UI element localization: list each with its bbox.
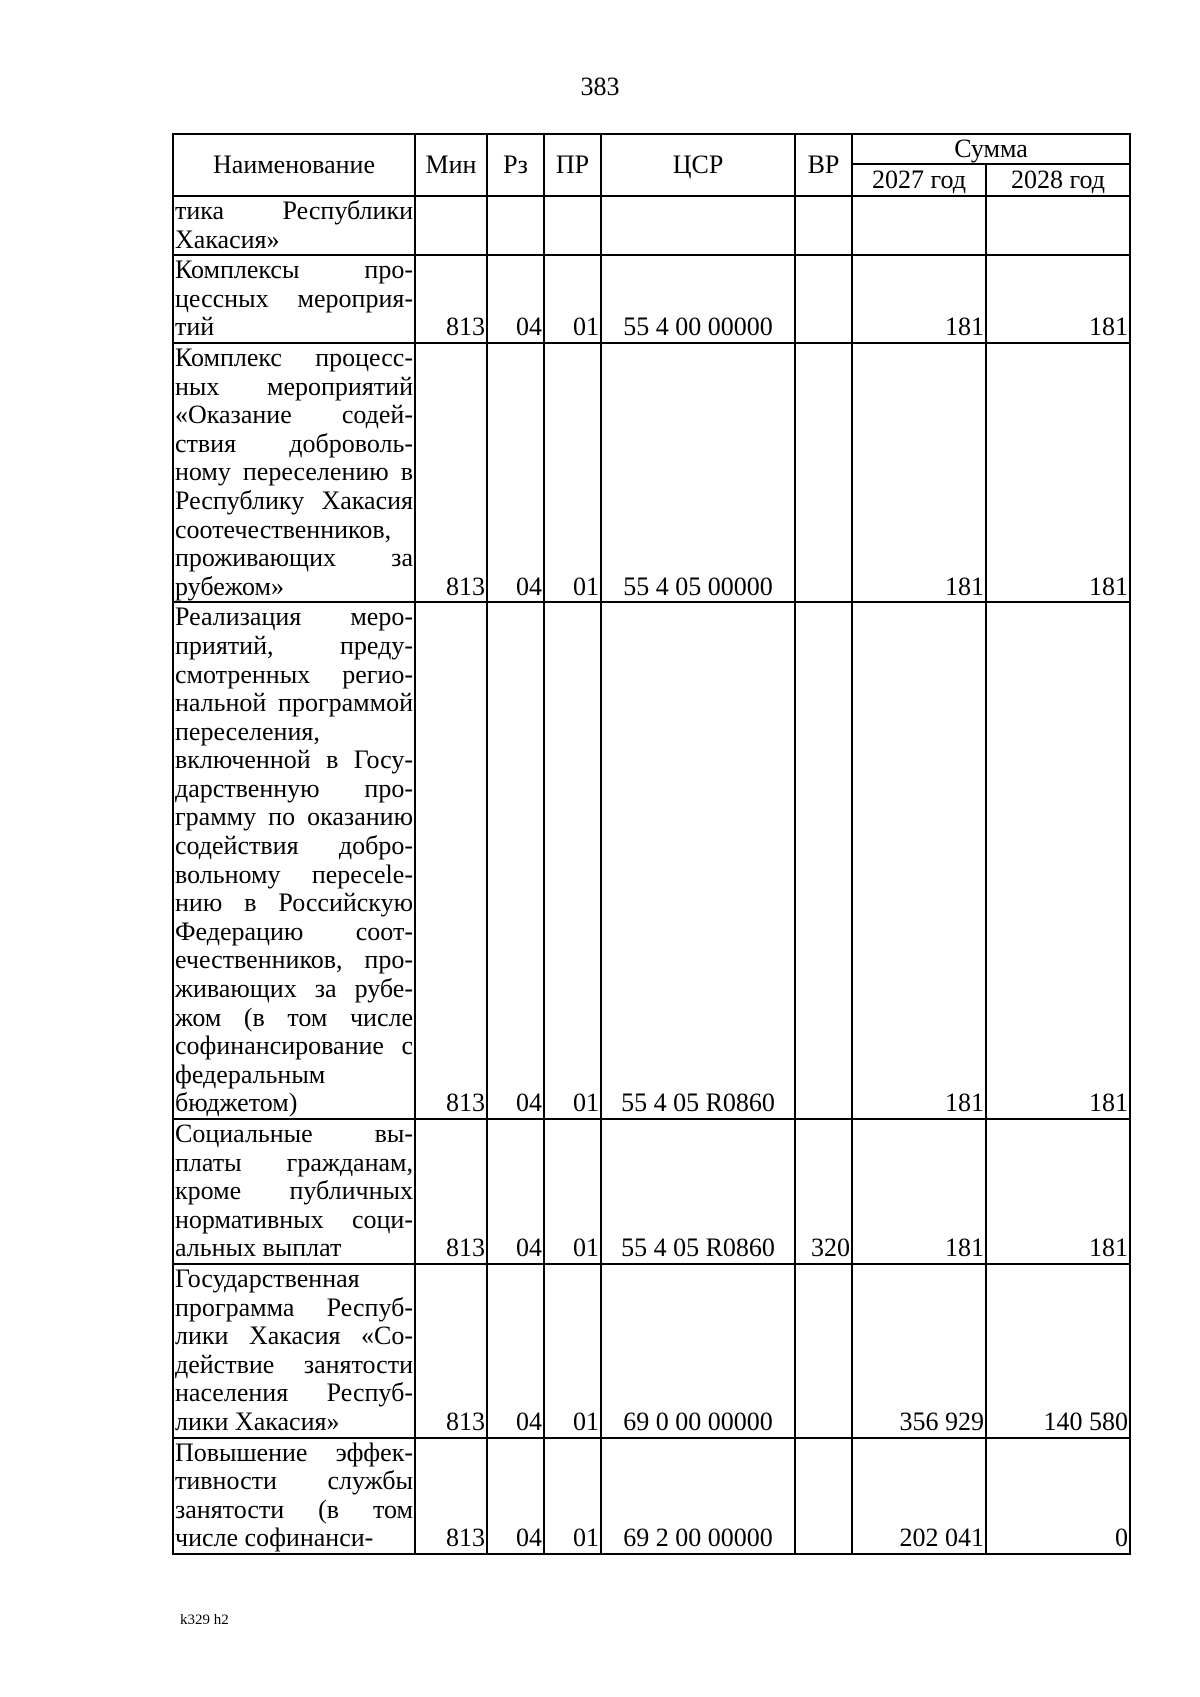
row-name: тика Республики Хакасия» (175, 196, 413, 254)
row-sum-2028: 181 (986, 255, 1130, 343)
row-min (415, 196, 487, 255)
row-rz: 04 (487, 343, 544, 602)
header-year-2027: 2027 год (852, 164, 986, 196)
row-pr: 01 (544, 602, 601, 1119)
row-vr (795, 255, 852, 343)
row-csr (601, 196, 795, 255)
row-vr (795, 602, 852, 1119)
row-vr (795, 343, 852, 602)
row-sum-2027: 202 041 (852, 1438, 986, 1554)
footer-code: k329 h2 (180, 1612, 229, 1628)
row-name: Повышение эффективности службы занятости (в том числе софинанси- (175, 1437, 413, 1553)
row-sum-2027: 181 (852, 255, 986, 343)
row-csr: 55 4 05 R0860 (601, 602, 795, 1119)
table-row (173, 602, 1130, 1119)
row-vr (795, 196, 852, 255)
budget-table (172, 133, 1131, 1555)
row-min: 813 (415, 602, 487, 1119)
row-csr: 69 2 00 00000 (601, 1438, 795, 1554)
row-pr: 01 (544, 1264, 601, 1438)
header-rz: Рз (487, 134, 544, 196)
row-sum-2027: 181 (852, 602, 986, 1119)
table-row (173, 343, 1130, 602)
row-rz: 04 (487, 602, 544, 1119)
row-sum-2028: 0 (986, 1438, 1130, 1554)
row-min: 813 (415, 343, 487, 602)
row-name: Комплекс процессных мероприятий «Оказание содействия добровольному переселению в Республику Хакасия соотечественников, проживающих за рубежом» (175, 342, 413, 601)
row-min: 813 (415, 1438, 487, 1554)
row-rz: 04 (487, 1264, 544, 1438)
row-sum-2027: 181 (852, 343, 986, 602)
row-pr: 01 (544, 1119, 601, 1264)
row-sum-2028: 181 (986, 1119, 1130, 1264)
header-pr: ПР (544, 134, 601, 196)
row-sum-2027: 181 (852, 1119, 986, 1264)
header-vr: ВР (795, 134, 852, 196)
row-sum-2027 (852, 196, 986, 255)
row-min: 813 (415, 1119, 487, 1264)
header-csr: ЦСР (601, 134, 795, 196)
row-name: Комплексы процессных мероприятий (175, 255, 413, 342)
row-name: Государственная программа Республики Хакасия «Содействие занятости населения Республики Хакасия» (175, 1263, 413, 1436)
header-row-top (173, 134, 1130, 164)
row-pr: 01 (544, 255, 601, 343)
row-min: 813 (415, 255, 487, 343)
row-pr: 01 (544, 343, 601, 602)
row-csr: 55 4 05 R0860 (601, 1119, 795, 1264)
header-min: Мин (415, 134, 487, 196)
row-sum-2028: 140 580 (986, 1264, 1130, 1438)
row-vr (795, 1264, 852, 1438)
row-csr: 69 0 00 00000 (601, 1264, 795, 1438)
row-rz: 04 (487, 255, 544, 343)
table-row (173, 255, 1130, 343)
row-vr (795, 1438, 852, 1554)
row-csr: 55 4 00 00000 (601, 255, 795, 343)
header-sum: Сумма (852, 134, 1130, 164)
row-rz: 04 (487, 1438, 544, 1554)
row-name: Реализация мероприятий, предусмотренных региональной программой переселения, включенной в Государственную программу по оказанию содействия добровольному пересeleнию в Российскую Федерацию соотечественников, проживающих за рубежом (в том числе софинансирование с федеральным бюджетом) (175, 602, 413, 1118)
row-rz: 04 (487, 1119, 544, 1264)
row-vr: 320 (795, 1119, 852, 1264)
table-row (173, 1119, 1130, 1264)
row-sum-2028: 181 (986, 343, 1130, 602)
table-row (173, 196, 1130, 255)
row-pr: 01 (544, 1438, 601, 1554)
row-rz (487, 196, 544, 255)
row-pr (544, 196, 601, 255)
row-name: Социальные выплаты гражданам, кроме публичных нормативных социальных выплат (175, 1119, 413, 1263)
table-row (173, 1438, 1130, 1554)
row-sum-2028: 181 (986, 602, 1130, 1119)
row-sum-2027: 356 929 (852, 1264, 986, 1438)
row-min: 813 (415, 1264, 487, 1438)
page-number: 383 (580, 72, 620, 101)
row-sum-2028 (986, 196, 1130, 255)
row-csr: 55 4 05 00000 (601, 343, 795, 602)
table-row (173, 1264, 1130, 1438)
header-year-2028: 2028 год (986, 164, 1130, 196)
header-name: Наименование (173, 134, 415, 196)
